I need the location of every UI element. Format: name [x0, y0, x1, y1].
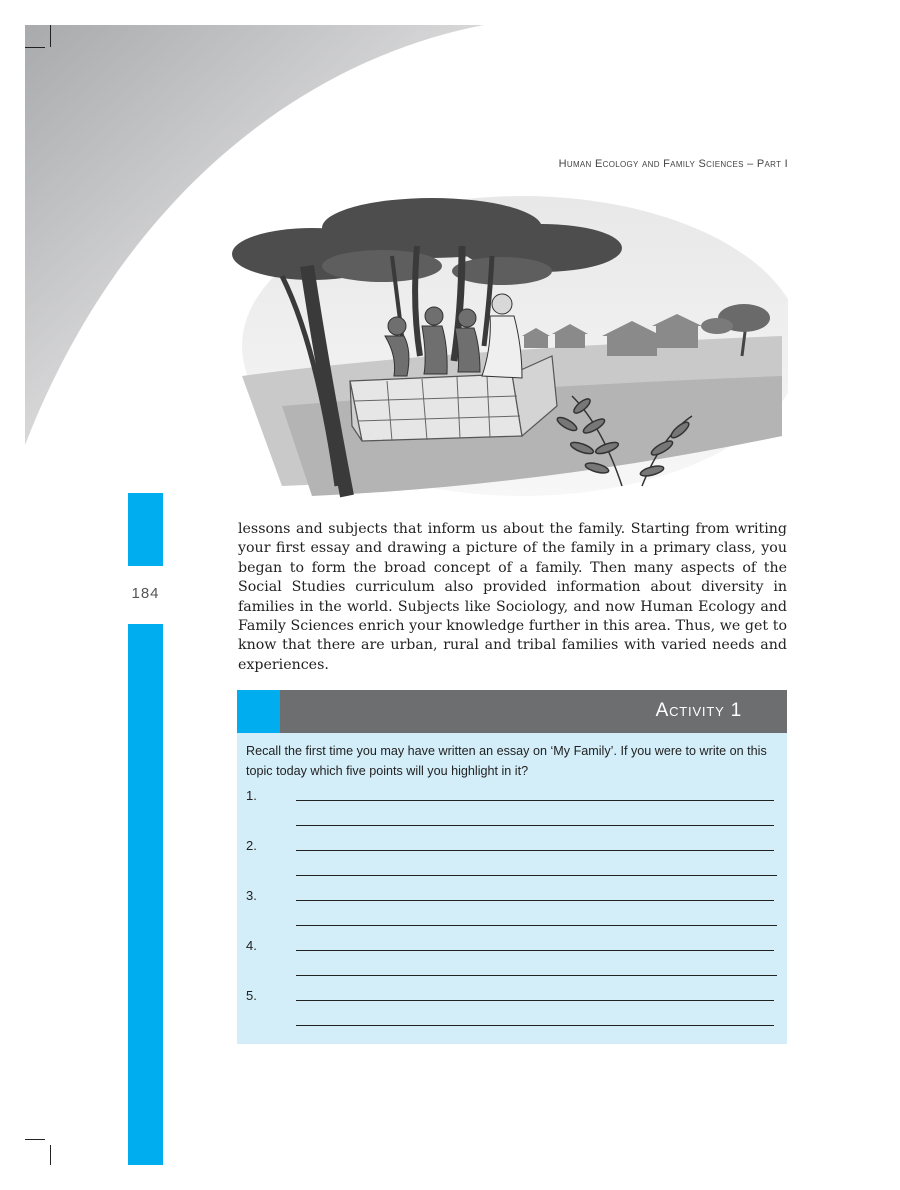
answer-line[interactable]: [296, 800, 774, 801]
item-number: 5.: [246, 988, 257, 1003]
activity-prompt: Recall the first time you may have written an essay on ‘My Family’. If you were to write on this topic today which five points will you highlight in it?: [246, 744, 767, 778]
answer-line[interactable]: [296, 925, 777, 926]
side-accent-bar-bottom: [128, 624, 163, 1165]
crop-mark: [25, 47, 45, 48]
activity-header: [237, 690, 787, 733]
crop-mark: [25, 1139, 45, 1140]
activity-body: [237, 733, 787, 1044]
answer-line[interactable]: [296, 850, 774, 851]
running-header: Human Ecology and Family Sciences – Part I: [558, 158, 788, 170]
crop-mark: [50, 25, 51, 47]
item-number: 1.: [246, 788, 257, 803]
crop-mark: [50, 1145, 51, 1165]
answer-line[interactable]: [296, 900, 774, 901]
answer-line[interactable]: [296, 950, 774, 951]
answer-line[interactable]: [296, 975, 777, 976]
side-accent-bar-top: [128, 493, 163, 566]
item-number: 4.: [246, 938, 257, 953]
body-paragraph: lessons and subjects that inform us about the family. Starting from writing your first essay and drawing a picture of the family in a primary class, you began to form the broad concept of a family. Then many aspects of the Social Studies curriculum also provided information about diversity in families in the world. Subjects like Sociology, and now Human Ecology and Family Sciences enrich your knowledge further in this area. Thus, we get to know that there are urban, rural and tribal families with varied needs and experiences.: [238, 521, 787, 673]
answer-line[interactable]: [296, 1000, 774, 1001]
activity-title: Activity 1: [655, 700, 742, 721]
answer-line[interactable]: [296, 825, 774, 826]
item-number: 3.: [246, 888, 257, 903]
page-number: 184: [131, 585, 160, 602]
answer-line[interactable]: [296, 875, 777, 876]
village-tree-family-scene-illustration: [222, 186, 788, 504]
item-number: 2.: [246, 838, 257, 853]
answer-line[interactable]: [296, 1025, 774, 1026]
activity-header-accent: [237, 690, 280, 733]
